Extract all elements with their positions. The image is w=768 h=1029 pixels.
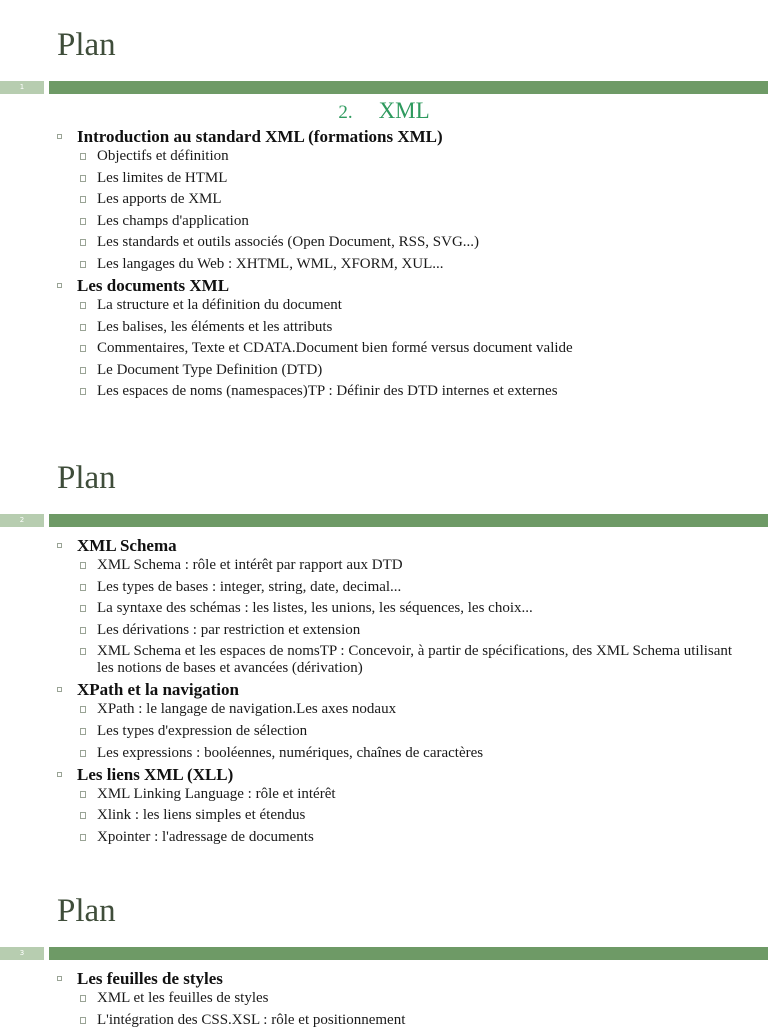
square-bullet-icon xyxy=(80,584,86,591)
section-heading: XML Schema xyxy=(0,535,768,556)
list-item: La syntaxe des schémas : les listes, les unions, les séquences, les choix... xyxy=(0,600,768,617)
slide-title: Plan xyxy=(57,460,116,496)
list-item: Xpointer : l'adressage de documents xyxy=(0,829,768,846)
square-bullet-icon xyxy=(80,728,86,735)
square-bullet-icon xyxy=(80,345,86,352)
list-item: Commentaires, Texte et CDATA.Document bien formé versus document valide xyxy=(0,340,768,357)
square-bullet-icon xyxy=(80,175,86,182)
list-item: La structure et la définition du document xyxy=(0,297,768,314)
square-bullet-icon xyxy=(57,283,62,288)
list-item: XML Schema : rôle et intérêt par rapport aux DTD xyxy=(0,557,768,574)
square-bullet-icon xyxy=(80,562,86,569)
square-bullet-icon xyxy=(57,687,62,692)
square-bullet-icon xyxy=(80,367,86,374)
title-divider-bar xyxy=(49,947,768,960)
list-item: Objectifs et définition xyxy=(0,148,768,165)
slide-title: Plan xyxy=(57,893,116,929)
square-bullet-icon xyxy=(80,153,86,160)
slide-content xyxy=(0,968,768,1029)
square-bullet-icon xyxy=(80,750,86,757)
list-item: Xlink : les liens simples et étendus xyxy=(0,807,768,824)
slide-number: 2 xyxy=(19,516,25,524)
list-item: Les types de bases : integer, string, date, decimal... xyxy=(0,579,768,596)
slide-title: Plan xyxy=(57,27,116,63)
section-heading: Introduction au standard XML (formations XML) xyxy=(0,126,768,147)
square-bullet-icon xyxy=(80,261,86,268)
section-heading: Les liens XML (XLL) xyxy=(0,764,768,785)
list-item: Les langages du Web : XHTML, WML, XFORM, XUL... xyxy=(0,256,768,273)
square-bullet-icon xyxy=(80,627,86,634)
square-bullet-icon xyxy=(57,543,62,548)
square-bullet-icon xyxy=(80,791,86,798)
list-item: Les balises, les éléments et les attributs xyxy=(0,319,768,336)
square-bullet-icon xyxy=(80,1017,86,1024)
square-bullet-icon xyxy=(80,605,86,612)
square-bullet-icon xyxy=(80,302,86,309)
square-bullet-icon xyxy=(80,324,86,331)
square-bullet-icon xyxy=(80,218,86,225)
list-item: Les dérivations : par restriction et extension xyxy=(0,622,768,639)
slide-number: 3 xyxy=(19,949,25,957)
title-divider-bar xyxy=(49,81,768,94)
square-bullet-icon xyxy=(80,239,86,246)
list-item: Les types d'expression de sélection xyxy=(0,723,768,740)
list-item: Les expressions : booléennes, numériques, chaînes de caractères xyxy=(0,745,768,762)
square-bullet-icon xyxy=(80,706,86,713)
list-item: XML et les feuilles de styles xyxy=(0,990,768,1007)
section-heading: XPath et la navigation xyxy=(0,679,768,700)
square-bullet-icon xyxy=(80,995,86,1002)
list-item: XPath : le langage de navigation.Les axes nodaux xyxy=(0,701,768,718)
slide-content xyxy=(0,535,768,846)
square-bullet-icon xyxy=(57,772,62,777)
title-divider-bar xyxy=(49,514,768,527)
list-item: Les espaces de noms (namespaces)TP : Définir des DTD internes et externes xyxy=(0,383,768,400)
list-item: Le Document Type Definition (DTD) xyxy=(0,362,768,379)
list-item: L'intégration des CSS.XSL : rôle et positionnement xyxy=(0,1012,768,1029)
subtitle-text: XML xyxy=(378,98,430,123)
slide-subtitle xyxy=(0,99,768,122)
slide-content xyxy=(0,126,768,400)
section-heading: Les documents XML xyxy=(0,275,768,296)
square-bullet-icon xyxy=(57,134,62,139)
list-item: Les apports de XML xyxy=(0,191,768,208)
list-item: Les limites de HTML xyxy=(0,170,768,187)
list-item: Les standards et outils associés (Open Document, RSS, SVG...) xyxy=(0,234,768,251)
square-bullet-icon xyxy=(80,812,86,819)
slide-number: 1 xyxy=(19,83,25,91)
square-bullet-icon xyxy=(80,196,86,203)
square-bullet-icon xyxy=(80,388,86,395)
square-bullet-icon xyxy=(57,976,62,981)
section-heading: Les feuilles de styles xyxy=(0,968,768,989)
square-bullet-icon xyxy=(80,648,86,655)
subtitle-number: 2. xyxy=(338,102,353,123)
list-item: XML Schema et les espaces de nomsTP : Concevoir, à partir de spécifications, des XML Schema utilisant les notions de bases et avancées (dérivation) xyxy=(0,643,768,677)
list-item: XML Linking Language : rôle et intérêt xyxy=(0,786,768,803)
list-item: Les champs d'application xyxy=(0,213,768,230)
square-bullet-icon xyxy=(80,834,86,841)
